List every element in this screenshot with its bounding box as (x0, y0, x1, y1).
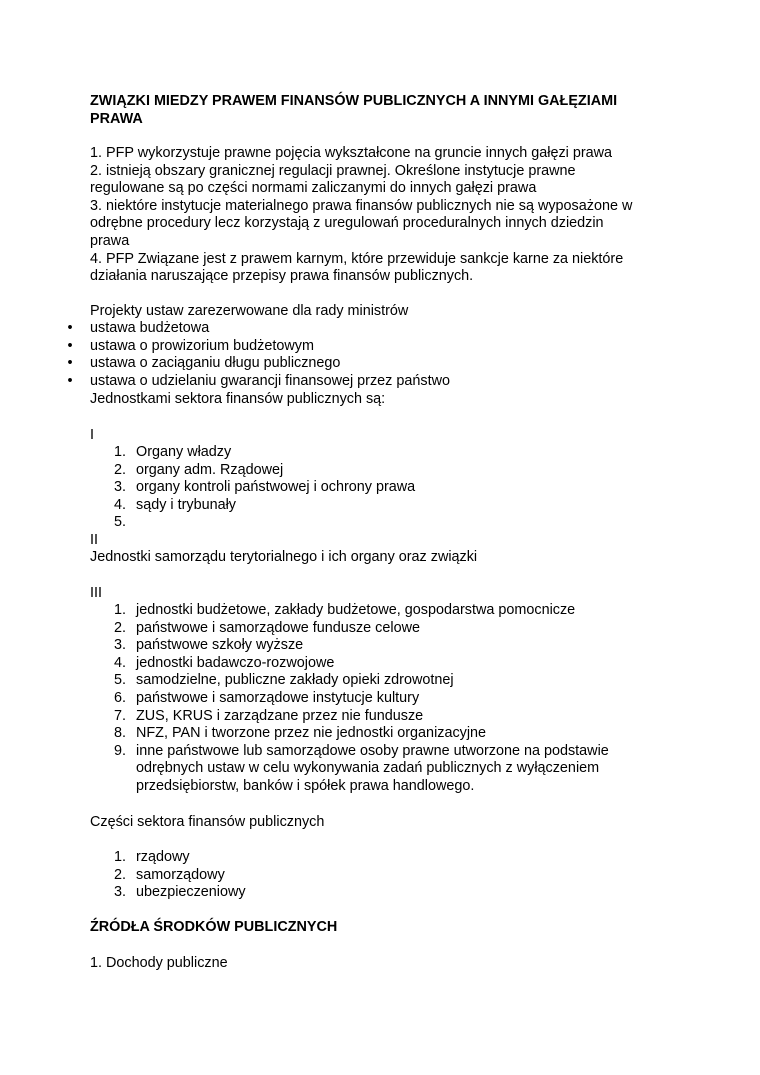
list-item: 4. sądy i trybunały (114, 496, 236, 513)
text-line: działania naruszające przepisy prawa finansów publicznych. (90, 268, 474, 285)
units-title: Jednostkami sektora finansów publicznych są: (90, 391, 386, 407)
list-item: 2. samorządowy (114, 866, 225, 883)
section-heading-sources: ŹRÓDŁA ŚRODKÓW PUBLICZNYCH (90, 919, 338, 935)
list-item: • ustawa budżetowa (90, 320, 690, 338)
list-item: 5. (114, 514, 127, 531)
list-item: 2. organy adm. Rządowej (114, 461, 284, 478)
list-item: 7. ZUS, KRUS i zarządzane przez nie fundusze (114, 707, 424, 724)
list-item: 1. jednostki budżetowe, zakłady budżetowe, gospodarstwa pomocnicze (114, 602, 576, 618)
list-item: 1. rządowy (114, 849, 190, 865)
text-line: prawa (90, 232, 130, 249)
sources-item: 1. Dochody publiczne (90, 955, 228, 971)
projects-title: Projekty ustaw zarezerwowane dla rady ministrów (90, 303, 409, 319)
group-III-list (90, 602, 690, 796)
relations-paragraph (90, 145, 690, 286)
section-heading-relations: ZWIĄZKI MIEDZY PRAWEM FINANSÓW PUBLICZNYCH A INNYMI GAŁĘZIAMI PRAWA (90, 93, 618, 127)
list-item: 4. jednostki badawczo-rozwojowe (114, 654, 335, 671)
list-item: 9. inne państwowe lub samorządowe osoby prawne utworzone na podstawie odrębnych ustaw w celu wykonywania zadań publicznych z wyłączeniem przedsiębiorstw, banków i spółek prawa handlowego. (114, 742, 609, 794)
parts-title: Części sektora finansów publicznych (90, 814, 325, 830)
list-item: 3. państwowe szkoły wyższe (114, 637, 304, 654)
text-line: regulowane są po części normami zaliczanymi do innych gałęzi prawa (90, 180, 537, 197)
parts-list (90, 849, 690, 902)
text-line: 2. istnieją obszary granicznej regulacji prawnej. Określone instytucje prawne (90, 162, 576, 179)
list-item: 8. NFZ, PAN i tworzone przez nie jednostki organizacyjne (114, 725, 487, 742)
list-item: 5. samodzielne, publiczne zakłady opieki zdrowotnej (114, 672, 454, 689)
bullet-icon: • (67, 337, 73, 354)
group-II-text: Jednostki samorządu terytorialnego i ich organy oraz związki (90, 549, 478, 565)
projects-list (67, 320, 690, 390)
list-item: • ustawa o udzielaniu gwarancji finansowej przez państwo (90, 373, 690, 391)
list-item: • ustawa o zaciąganiu długu publicznego (90, 355, 690, 373)
list-item: 6. państwowe i samorządowe instytucje kultury (114, 689, 420, 706)
section-label-I: I (90, 427, 94, 443)
text-line: odrębne procedury lecz korzystają z uregulowań proceduralnych innych dziedzin (90, 215, 604, 232)
list-item: 3. ubezpieczeniowy (114, 884, 246, 901)
bullet-icon: • (67, 355, 73, 372)
section-label-II: II (90, 532, 98, 548)
bullet-icon: • (67, 372, 73, 389)
list-item: • ustawa o prowizorium budżetowym (90, 338, 690, 356)
list-item: 2. państwowe i samorządowe fundusze celowe (114, 619, 420, 636)
group-I-list (90, 444, 690, 532)
text-line: 3. niektóre instytucje materialnego prawa finansów publicznych nie są wyposażone w (90, 197, 633, 214)
text-line: 1. PFP wykorzystuje prawne pojęcia wykształcone na gruncie innych gałęzi prawa (90, 145, 613, 161)
list-item: 3. organy kontroli państwowej i ochrony prawa (114, 479, 416, 496)
list-item: 1. Organy władzy (114, 444, 232, 460)
section-label-III: III (90, 585, 102, 601)
bullet-icon: • (67, 320, 73, 336)
text-line: 4. PFP Związane jest z prawem karnym, które przewiduje sankcje karne za niektóre (90, 250, 624, 267)
